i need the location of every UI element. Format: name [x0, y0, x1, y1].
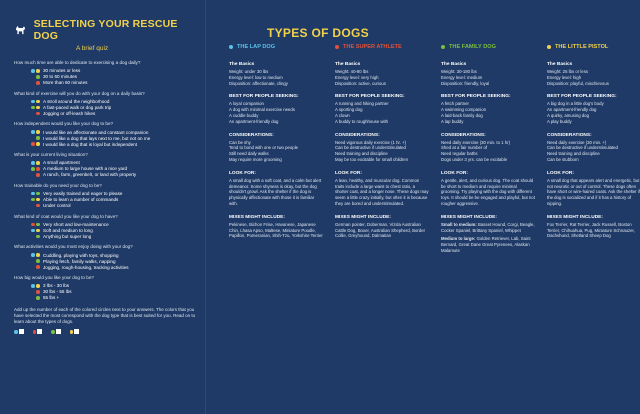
dog-type-heading — [441, 44, 535, 50]
section-line: A play buddy — [547, 118, 572, 124]
section-title-seeking: BEST FOR PEOPLE SEEKING: — [335, 94, 405, 100]
section-line: A swimming companion — [441, 107, 487, 113]
blue-dot-icon — [31, 69, 35, 73]
tally-blue[interactable] — [14, 329, 24, 334]
section-line: Can be destructive if understimulated — [335, 145, 406, 151]
mixes-small — [441, 222, 535, 234]
red-dot-icon — [33, 330, 37, 334]
section-body-mixes — [229, 222, 323, 239]
mixes-text: German pointer, Doberman, Vizsla Australian Cattle Dog, Boxer, Australian Shepherd, Border Collie, Greyhound, Dalmatian — [335, 221, 426, 239]
color-dots — [14, 173, 40, 177]
color-dots — [14, 229, 40, 233]
dog-type-column — [335, 44, 429, 262]
section-body-mixes — [335, 222, 429, 239]
section-body-basics — [547, 69, 640, 86]
section-title-basics: The Basics — [229, 62, 255, 67]
dog-type-heading — [229, 44, 323, 50]
answer-label: Jogging, rough-housing, tracking activities — [43, 264, 129, 270]
quiz-question: What kind of exercise will you do with your dog on a daily basis? — [14, 90, 145, 96]
answer-label: Able to learn a number of commands — [43, 197, 119, 203]
dog-icon — [14, 23, 28, 37]
section-line: A buddy to roughhouse with — [335, 118, 389, 124]
color-dots — [14, 161, 40, 165]
blue-dot-icon — [31, 284, 35, 288]
section-line: Can be stubborn — [547, 156, 579, 162]
green-dot-icon — [31, 198, 35, 202]
section-body-lookfor — [229, 178, 323, 207]
answer-label: 30 lbs - 55 lbs — [43, 289, 72, 295]
answer-label: Very short and low-maintenance — [43, 221, 109, 227]
dog-type-name: THE FAMILY DOG — [449, 44, 496, 50]
section-body-mixes — [441, 222, 535, 254]
dog-type-name: THE LITTLE PISTOL — [555, 44, 609, 50]
section-body-seeking — [335, 101, 429, 124]
quiz-question: What activities would you most enjoy doing with your dog? — [14, 244, 133, 250]
section-line: A laid-back family dog — [441, 112, 483, 118]
tally-box[interactable] — [19, 329, 24, 334]
answer-label: Under control — [43, 203, 71, 209]
blue-dot-icon — [31, 253, 35, 257]
yellow-dot-icon — [36, 69, 40, 73]
red-dot-icon — [36, 167, 40, 171]
section-body-seeking — [229, 101, 323, 124]
quiz-panel — [14, 18, 200, 334]
quiz-question: How trainable do you need your dog to be? — [14, 182, 102, 188]
section-title-considerations: CONSIDERATIONS: — [547, 132, 592, 138]
color-dots — [14, 259, 40, 263]
quiz-question: How independent would you like your dog to be? — [14, 121, 114, 127]
section-title-seeking: BEST FOR PEOPLE SEEKING: — [229, 94, 299, 100]
section-line: Need regular baths — [441, 151, 478, 157]
section-title-seeking: BEST FOR PEOPLE SEEKING: — [441, 94, 511, 100]
color-dots — [14, 290, 40, 294]
section-body-seeking — [441, 101, 535, 124]
answer-option[interactable] — [14, 203, 200, 209]
section-line: Shed at a fair number of — [441, 145, 488, 151]
green-dot-icon — [36, 223, 40, 227]
green-dot-icon — [36, 259, 40, 263]
quiz-subtitle: A brief quiz — [76, 45, 109, 52]
quiz-question: What kind of coat would you like your dog to have? — [14, 213, 118, 219]
yellow-dot-icon — [36, 253, 40, 257]
quiz-question: How much time are able to dedicate to exercising a dog daily? — [14, 60, 141, 65]
answer-label: A ranch, farm, greenbelt, or land with property — [43, 172, 137, 178]
color-dots — [14, 223, 40, 227]
answer-label: 30 to 60 minutes — [43, 74, 77, 80]
section-body-basics — [335, 69, 429, 86]
mixes-text: Pekinese, Bichon Frise, Havanese, Japanese Chin, Lhasa Apso, Maltese, Miniature Poodle, Papillon, Pomeranian, Shih-Tzu, Yorkshire Terrier — [229, 221, 323, 239]
section-line: Disposition: playful, mischievous — [547, 80, 609, 86]
green-dot-icon — [36, 136, 40, 140]
answer-option[interactable] — [14, 233, 200, 239]
section-title-lookfor: LOOK FOR: — [441, 170, 468, 176]
color-dots — [14, 204, 40, 208]
tally-box[interactable] — [37, 329, 42, 334]
answer-list — [14, 191, 200, 209]
answer-label: Jogging or off-leash hikes — [43, 110, 96, 116]
section-body-considerations — [441, 140, 535, 163]
red-dot-icon — [36, 265, 40, 269]
color-dots — [14, 253, 40, 257]
blue-dot-icon — [31, 100, 35, 104]
section-title-lookfor: LOOK FOR: — [229, 170, 256, 176]
answer-label: 55 lbs + — [43, 295, 60, 301]
mixes-large — [441, 236, 535, 253]
answer-option[interactable] — [14, 295, 200, 301]
section-line: A fetch partner — [441, 101, 469, 107]
look-for-text: A gentle, alert, and curious dog. The coat should be short to medium and require minimal grooming. Try playing with the dog with different toys. It should be be engaged and playful, but not rougher aggressive. — [441, 177, 535, 206]
color-dots — [14, 81, 40, 85]
color-dots — [14, 296, 40, 300]
types-title: TYPES OF DOGS — [267, 26, 369, 40]
color-dots — [14, 142, 40, 146]
green-dot-icon — [51, 330, 55, 334]
tally-green[interactable] — [51, 329, 61, 334]
section-line: A dog with minimal exercise needs — [229, 107, 295, 113]
red-dot-icon — [31, 223, 35, 227]
yellow-dot-icon — [547, 45, 551, 49]
tally-yellow[interactable] — [70, 329, 80, 334]
green-dot-icon — [36, 235, 40, 239]
section-line: A running and hiking partner — [335, 101, 389, 107]
answer-label: I would like an affectionate and constant companion — [43, 129, 149, 135]
section-body-lookfor — [547, 178, 640, 207]
section-line: Weight: 30-180 lbs — [441, 69, 477, 74]
red-dot-icon — [31, 142, 35, 146]
answer-list — [14, 68, 200, 86]
tally-box[interactable] — [74, 329, 79, 334]
section-body-lookfor — [441, 178, 535, 207]
color-dots — [14, 69, 40, 73]
look-for-text: A small dog with a soft coat, and a calm but alert demeanor. Some shyness is okay, but the dog shouldn't growl. Ask the shelter if the dog is physically affectionate with those it is familiar with. — [229, 177, 322, 206]
section-body-mixes — [547, 222, 640, 239]
dog-type-name: THE LAP DOG — [237, 44, 276, 50]
answer-label: A small apartment — [43, 160, 80, 166]
answer-list — [14, 129, 200, 147]
answer-list — [14, 160, 200, 178]
color-dots — [14, 198, 40, 202]
section-body-lookfor — [335, 178, 429, 207]
yellow-dot-icon — [36, 161, 40, 165]
section-line: Can be shy — [229, 139, 251, 145]
answer-label: Playing fetch, family walks, napping — [43, 258, 116, 264]
dog-type-heading — [335, 44, 429, 50]
answer-label: A fast-paced walk or dog park trip — [43, 104, 112, 110]
section-line: Need vigorous daily exercise (1 hr. +) — [335, 139, 407, 145]
section-title-mixes: MIXES MIGHT INCLUDE: — [229, 214, 285, 220]
answer-label: Anything but super long — [43, 233, 92, 239]
mixes-small-text: Basset Hound, Corgi, Beagle, Cocker Spaniel, Brittany Spaniel, Whippet — [441, 221, 535, 233]
answer-list — [14, 252, 200, 270]
section-line: A clown — [335, 112, 350, 118]
answer-list — [14, 221, 200, 239]
section-line: Weight: 40-80 lbs — [335, 69, 369, 74]
green-dot-icon — [441, 45, 445, 49]
mixes-text: Fox Terrier, Rat Terrier, Jack Russell, Boston Terrier, Chihuahua, Pug, Miniature Schnauzer, Dachshund, Shetland Sheep Dog — [547, 221, 635, 239]
section-line: An apartment-friendly dog — [229, 118, 279, 124]
section-body-seeking — [547, 101, 640, 124]
section-line: A lap buddy — [441, 118, 464, 124]
section-title-basics: The Basics — [547, 62, 573, 67]
section-line: Can be destructive if understimulated — [547, 145, 618, 151]
section-line: May require more grooming — [229, 156, 282, 162]
yellow-dot-icon — [36, 198, 40, 202]
section-line: Still need daily walks — [229, 151, 269, 157]
answer-label: More than 60 minutes — [43, 80, 88, 86]
section-line: May be too excitable for small children — [335, 156, 409, 162]
dog-type-columns — [229, 44, 640, 262]
section-body-considerations — [547, 140, 640, 163]
answer-option[interactable] — [14, 141, 200, 147]
yellow-dot-icon — [36, 229, 40, 233]
section-line: Energy level: very high — [335, 74, 379, 80]
color-dots — [14, 284, 40, 288]
dog-type-name: THE SUPER ATHLETE — [343, 44, 402, 50]
blue-dot-icon — [31, 130, 35, 134]
section-line: Disposition: affectionate, clingy — [229, 80, 288, 86]
yellow-dot-icon — [36, 100, 40, 104]
section-line: Energy level: medium — [441, 74, 483, 80]
section-title-lookfor: LOOK FOR: — [335, 170, 362, 176]
answer-label: A medium to large house with a nice yard — [43, 166, 128, 172]
tally-red[interactable] — [33, 329, 43, 334]
section-line: A quirky, amusing dog — [547, 112, 589, 118]
answer-label: Soft and medium to long — [43, 227, 93, 233]
section-title-mixes: MIXES MIGHT INCLUDE: — [547, 214, 603, 220]
quiz-question: What is your current living situation? — [14, 152, 88, 158]
section-line: Weight: under 30 lbs — [229, 69, 269, 74]
quiz-header — [14, 18, 200, 42]
section-title-considerations: CONSIDERATIONS: — [335, 132, 380, 138]
section-body-basics — [229, 69, 323, 86]
section-body-considerations — [229, 140, 323, 163]
answer-label: A stroll around the neighborhood — [43, 98, 110, 104]
section-line: Weight: 25 lbs or less — [547, 69, 588, 74]
answer-label: Cuddling, playing with toys, shopping — [43, 252, 119, 258]
tally-box[interactable] — [56, 329, 61, 334]
section-body-basics — [441, 69, 535, 86]
dog-type-column — [229, 44, 323, 262]
look-for-text: A lean, healthy, and muscular dog. Common traits include a large waist to chest ratio, a shorter coat, and a longer nose. These dogs may seem a little crazy initially, but often it is because they are bored and understimulated. — [335, 177, 429, 206]
yellow-dot-icon — [36, 284, 40, 288]
dog-type-heading — [547, 44, 640, 50]
answer-label: Very easily trained and eager to please — [43, 191, 123, 197]
color-dots — [14, 75, 40, 79]
answer-option[interactable] — [14, 80, 200, 86]
quiz-questions — [14, 60, 200, 301]
answer-label: 3 lbs - 30 lbs — [43, 283, 70, 289]
color-dots — [14, 265, 40, 269]
color-dots — [14, 235, 40, 239]
section-body-considerations — [335, 140, 429, 163]
answer-list — [14, 98, 200, 116]
blue-dot-icon — [14, 330, 18, 334]
blue-dot-icon — [229, 45, 233, 49]
answer-option[interactable] — [14, 172, 200, 178]
answer-option[interactable] — [14, 110, 200, 116]
red-dot-icon — [36, 204, 40, 208]
blue-dot-icon — [31, 161, 35, 165]
yellow-dot-icon — [36, 130, 40, 134]
green-dot-icon — [31, 106, 35, 110]
color-dots — [14, 100, 40, 104]
answer-label: 30 minutes or less — [43, 68, 81, 74]
section-title-mixes: MIXES MIGHT INCLUDE: — [335, 214, 391, 220]
quiz-title: SELECTING YOUR RESCUE DOG — [33, 18, 178, 42]
section-line: An apartment-friendly dog — [547, 107, 597, 113]
mixes-small-label: Small to medium: — [441, 221, 479, 227]
answer-label: I would like a dog that lays next to me, but not on me — [43, 135, 151, 141]
color-dots — [14, 192, 40, 196]
mixes-large-label: Medium to large: — [441, 236, 477, 242]
mixes-large-text: Golden Retriever, Lab, Saint Bernard, Great Dane Great Pyrenees, Alaskan Malamute — [441, 236, 531, 253]
section-line: A sporting dog — [335, 107, 363, 113]
section-line: Disposition: friendly, loyal — [441, 80, 490, 86]
yellow-dot-icon — [36, 142, 40, 146]
color-dots — [14, 106, 40, 110]
blue-dot-icon — [31, 192, 35, 196]
section-title-basics: The Basics — [441, 62, 467, 67]
answer-option[interactable] — [14, 264, 200, 270]
color-dots — [14, 112, 40, 116]
section-line: Dogs under 3 yrs. can be excitable — [441, 156, 508, 162]
color-dots — [14, 130, 40, 134]
section-title-considerations: CONSIDERATIONS: — [441, 132, 486, 138]
section-line: Energy level: high — [547, 74, 582, 80]
section-title-seeking: BEST FOR PEOPLE SEEKING: — [547, 94, 617, 100]
color-dots — [14, 136, 40, 140]
answer-label: I would like a dog that is loyal but independent — [43, 141, 137, 147]
yellow-dot-icon — [36, 106, 40, 110]
look-for-text: A small dog that appears alert and energetic, but not neurotic or out of control. These dogs often have short or wire-haired coats. Ask the shelter if the dog is socialized and if it has a history of nipping. — [547, 177, 640, 206]
quiz-question: How big would you like your dog to be? — [14, 275, 94, 281]
red-dot-icon — [335, 45, 339, 49]
section-line: A big dog in a little dog's body — [547, 101, 604, 107]
red-dot-icon — [36, 290, 40, 294]
section-line: Need daily exercise (30 min. +) — [547, 139, 607, 145]
section-title-lookfor: LOOK FOR: — [547, 170, 574, 176]
section-line: Energy level: low to medium — [229, 74, 283, 80]
tally-boxes — [14, 329, 200, 334]
green-dot-icon — [31, 167, 35, 171]
section-line: Need training and discipline — [547, 151, 600, 157]
section-line: Need training and discipline — [335, 151, 388, 157]
red-dot-icon — [36, 81, 40, 85]
green-dot-icon — [36, 75, 40, 79]
color-dots — [14, 167, 40, 171]
green-dot-icon — [36, 192, 40, 196]
section-line: Tend to bond with one or two people — [229, 145, 299, 151]
yellow-dot-icon — [70, 330, 74, 334]
section-line: A cuddle buddy — [229, 112, 259, 118]
page-fold-divider — [205, 0, 206, 414]
section-line: A loyal companion — [229, 101, 264, 107]
quiz-instructions: Add up the number of each of the colored circles next to your answers. The colors that you have selected the most correspond with the dog type that is best suited for you. Read on to learn about the types of dogs. — [14, 306, 196, 324]
section-line: Need daily exercise (30 min. to 1 hr) — [441, 139, 511, 145]
answer-list — [14, 283, 200, 301]
green-dot-icon — [36, 296, 40, 300]
section-line: Disposition: active, curious — [335, 80, 386, 86]
dog-type-column — [441, 44, 535, 262]
section-title-basics: The Basics — [335, 62, 361, 67]
blue-dot-icon — [31, 229, 35, 233]
section-title-considerations: CONSIDERATIONS: — [229, 132, 274, 138]
red-dot-icon — [36, 112, 40, 116]
section-title-mixes: MIXES MIGHT INCLUDE: — [441, 214, 497, 220]
red-dot-icon — [36, 173, 40, 177]
dog-type-column — [547, 44, 640, 262]
